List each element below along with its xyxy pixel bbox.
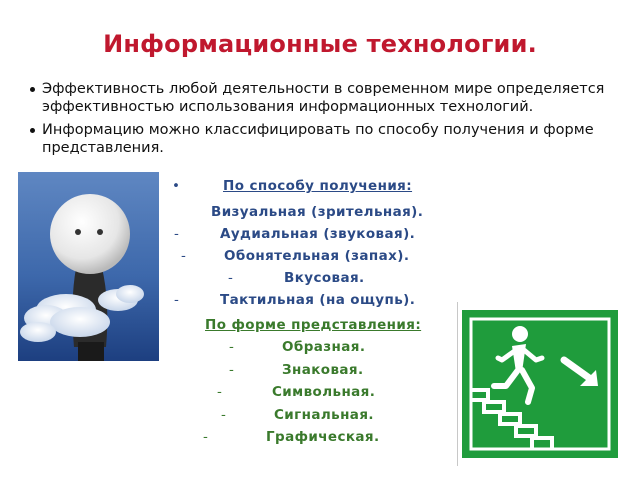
form-item-label: Образная. — [282, 339, 366, 355]
form-item: - Графическая. — [203, 429, 380, 445]
method-item — [170, 204, 460, 224]
intro-bullet-1: Эффективность любой деятельности в современном мире определяется эффективностью использования информационных технологий. — [30, 80, 620, 116]
form-heading-row — [170, 317, 460, 337]
method-item: - Обонятельная (запах). — [181, 248, 410, 264]
method-item-label: Обонятельная (запах). — [224, 248, 410, 264]
form-item: - Образная. — [229, 339, 366, 355]
method-item-label: Тактильная (на ощупь). — [220, 292, 416, 308]
form-heading: По форме представления: — [205, 317, 422, 333]
form-item-label: Символьная. — [272, 384, 376, 400]
method-item-label: Аудиальная (звуковая). — [220, 226, 416, 242]
method-item-label: Визуальная (зрительная). — [211, 204, 424, 220]
method-item-label: Вкусовая. — [284, 270, 365, 286]
slide-title: Информационные технологии. — [103, 30, 537, 58]
form-item: - Символьная. — [217, 384, 376, 400]
method-item: - Вкусовая. — [228, 270, 365, 286]
method-item: - Тактильная (на ощупь). — [174, 292, 416, 308]
intro-bullet-list — [30, 80, 620, 162]
man-on-cloud-image — [18, 172, 159, 361]
heading-bullet: • — [172, 178, 181, 194]
form-item-label: Знаковая. — [282, 362, 364, 378]
form-item: - Сигнальная. — [221, 407, 374, 423]
exit-stairs-sign-image — [457, 302, 620, 466]
method-item: - Аудиальная (звуковая). — [174, 226, 416, 242]
form-item-label: Сигнальная. — [274, 407, 374, 423]
method-heading: По способу получения: — [223, 178, 413, 194]
method-heading-row — [170, 178, 460, 198]
man-on-cloud-illustration — [18, 172, 159, 361]
form-item-label: Графическая. — [266, 429, 380, 445]
intro-bullet-2: Информацию можно классифицировать по способу получения и форме представления. — [30, 121, 620, 157]
emergency-exit-stairs-icon — [458, 302, 620, 466]
form-item: - Знаковая. — [229, 362, 364, 378]
